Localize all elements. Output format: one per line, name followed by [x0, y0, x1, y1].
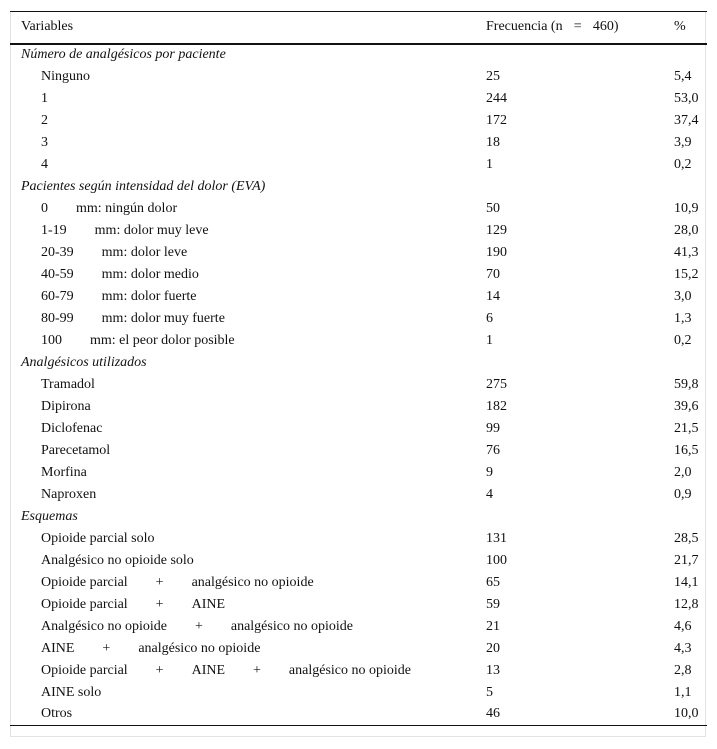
row-frequency: 99	[486, 420, 500, 436]
row-percent: 10,0	[674, 704, 707, 726]
row-label: 4	[41, 156, 48, 172]
row-frequency: 172	[486, 112, 507, 128]
row-percent: 2,8	[674, 662, 692, 678]
data-table	[10, 11, 707, 726]
row-frequency: 46	[486, 704, 674, 726]
row-percent: 21,7	[674, 552, 699, 568]
row-percent: 37,4	[674, 112, 699, 128]
section-title: Analgésicos utilizados	[21, 354, 147, 370]
row-frequency: 20	[486, 640, 500, 656]
row-frequency: 1	[486, 156, 493, 172]
row-label: Opioide parcial solo	[41, 530, 155, 546]
row-label: Morfina	[41, 464, 87, 480]
header-percent: %	[674, 12, 707, 44]
section-title: Número de analgésicos por paciente	[21, 47, 226, 62]
row-percent: 10,9	[674, 200, 699, 216]
row-percent: 0,9	[674, 486, 692, 502]
row-label: 1	[41, 90, 48, 106]
row-percent: 0,2	[674, 156, 692, 172]
row-label: 100 mm: el peor dolor posible	[41, 332, 235, 348]
section-title: Esquemas	[21, 508, 78, 524]
row-percent: 53,0	[674, 90, 699, 106]
row-percent: 5,4	[674, 68, 692, 84]
row-label: 1-19 mm: dolor muy leve	[41, 222, 209, 238]
table-row	[10, 132, 707, 154]
table-row	[10, 682, 707, 704]
row-frequency: 100	[486, 552, 507, 568]
table-row	[10, 330, 707, 352]
row-frequency: 129	[486, 222, 507, 238]
table-row	[10, 198, 707, 220]
row-percent: 39,6	[674, 398, 699, 414]
row-frequency: 50	[486, 200, 500, 216]
table-row	[10, 66, 707, 88]
section-row	[10, 352, 707, 374]
row-label: 40-59 mm: dolor medio	[41, 266, 199, 282]
row-percent: 2,0	[674, 464, 692, 480]
row-label: 20-39 mm: dolor leve	[41, 244, 188, 260]
table-row	[10, 286, 707, 308]
row-percent: 1,1	[674, 684, 692, 700]
row-label: Naproxen	[41, 486, 97, 502]
row-frequency: 182	[486, 398, 507, 414]
table-row	[10, 418, 707, 440]
row-percent: 1,3	[674, 310, 692, 326]
row-frequency: 70	[486, 266, 500, 282]
row-frequency: 59	[486, 596, 500, 612]
row-percent: 3,9	[674, 134, 692, 150]
table-body	[10, 44, 707, 726]
row-frequency: 14	[486, 288, 500, 304]
table-row	[10, 704, 707, 726]
row-percent: 4,3	[674, 640, 692, 656]
table-row	[10, 374, 707, 396]
table-row	[10, 308, 707, 330]
row-percent: 0,2	[674, 332, 692, 348]
row-frequency: 65	[486, 574, 500, 590]
row-percent: 15,2	[674, 266, 699, 282]
table-row	[10, 594, 707, 616]
row-frequency: 9	[486, 464, 493, 480]
header-frequency: Frecuencia (n = 460)	[486, 12, 674, 44]
row-label: 2	[41, 112, 48, 128]
section-row	[10, 44, 707, 66]
row-frequency: 131	[486, 530, 507, 546]
row-label: Opioide parcial + AINE + analgésico no opioide	[41, 662, 411, 678]
row-percent: 14,1	[674, 574, 699, 590]
row-label: AINE + analgésico no opioide	[41, 640, 261, 656]
row-frequency: 76	[486, 442, 500, 458]
row-label: 3	[41, 134, 48, 150]
row-frequency: 244	[486, 90, 507, 106]
row-percent: 12,8	[674, 596, 699, 612]
table-row	[10, 242, 707, 264]
table-row	[10, 220, 707, 242]
row-frequency: 1	[486, 332, 493, 348]
header-variables: Variables	[10, 12, 486, 44]
row-label: Dipirona	[41, 398, 91, 414]
row-label: Parecetamol	[41, 442, 111, 458]
section-title: Pacientes según intensidad del dolor (EVA)	[21, 178, 266, 194]
row-frequency: 190	[486, 244, 507, 260]
table-row	[10, 484, 707, 506]
row-percent: 41,3	[674, 244, 699, 260]
row-label: AINE solo	[41, 684, 102, 700]
row-label: Tramadol	[41, 376, 95, 392]
row-frequency: 21	[486, 618, 500, 634]
row-label: Analgésico no opioide + analgésico no opioide	[41, 618, 353, 634]
row-frequency: 25	[486, 68, 500, 84]
row-frequency: 4	[486, 486, 493, 502]
table-row	[10, 440, 707, 462]
row-percent: 4,6	[674, 618, 692, 634]
row-percent: 28,5	[674, 530, 699, 546]
row-label: Analgésico no opioide solo	[41, 552, 194, 568]
row-label: Ninguno	[41, 68, 90, 84]
table-row	[10, 154, 707, 176]
row-label: 0 mm: ningún dolor	[41, 200, 178, 216]
section-row	[10, 506, 707, 528]
table-row	[10, 462, 707, 484]
row-label: 80-99 mm: dolor muy fuerte	[41, 310, 225, 326]
row-label: Opioide parcial + analgésico no opioide	[41, 574, 314, 590]
row-label: Otros	[10, 704, 486, 726]
row-percent: 16,5	[674, 442, 699, 458]
table-row	[10, 264, 707, 286]
row-frequency: 6	[486, 310, 493, 326]
table-row	[10, 616, 707, 638]
row-percent: 21,5	[674, 420, 699, 436]
table-row	[10, 638, 707, 660]
table-row	[10, 110, 707, 132]
row-percent: 28,0	[674, 222, 699, 238]
row-frequency: 275	[486, 376, 507, 392]
row-label: Diclofenac	[41, 420, 103, 436]
header-row	[10, 12, 707, 44]
section-row	[10, 176, 707, 198]
row-frequency: 5	[486, 684, 493, 700]
row-percent: 59,8	[674, 376, 699, 392]
row-frequency: 13	[486, 662, 500, 678]
row-label: 60-79 mm: dolor fuerte	[41, 288, 197, 304]
table-row	[10, 88, 707, 110]
row-label: Opioide parcial + AINE	[41, 596, 226, 612]
row-frequency: 18	[486, 134, 500, 150]
table-row	[10, 660, 707, 682]
table-row	[10, 550, 707, 572]
table-row	[10, 528, 707, 550]
table-row	[10, 572, 707, 594]
table-row	[10, 396, 707, 418]
row-percent: 3,0	[674, 288, 692, 304]
